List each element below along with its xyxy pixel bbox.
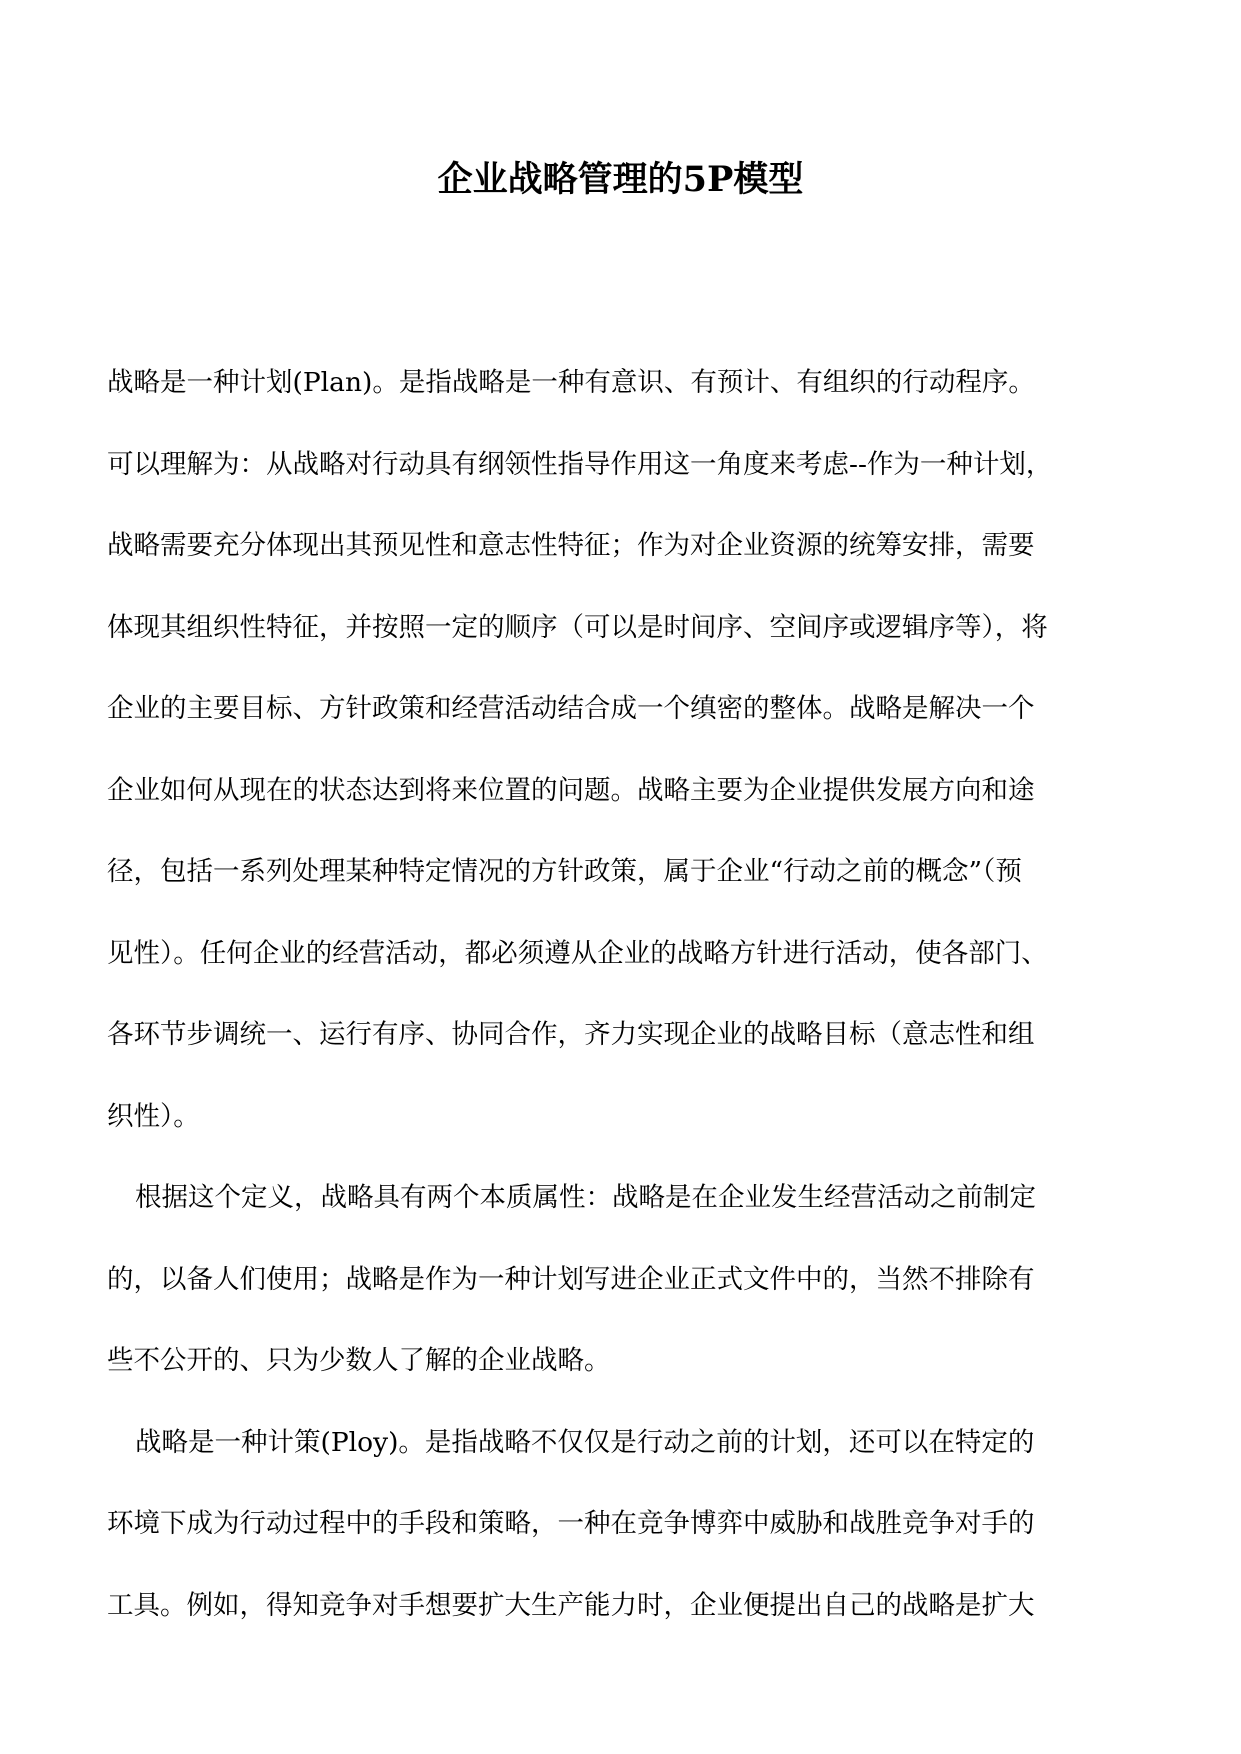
document-body xyxy=(107,342,1137,1646)
text-line: 体现其组织性特征，并按照一定的顺序（可以是时间序、空间序或逻辑序等），将 xyxy=(107,611,1048,643)
paragraph-ploy xyxy=(107,1402,1137,1647)
document-title: 企业战略管理的5P模型 xyxy=(437,159,804,200)
paragraph-definition xyxy=(107,1157,1137,1402)
text-line: 战略是一种计策(Ploy)。是指战略不仅仅是行动之前的计划，还可以在特定的 xyxy=(135,1426,1035,1458)
text-line: 织性）。 xyxy=(107,1100,200,1132)
text-line: 见性）。任何企业的经营活动，都必须遵从企业的战略方针进行活动，使各部门、 xyxy=(107,937,1048,969)
text-line: 可以理解为：从战略对行动具有纲领性指导作用这一角度来考虑--作为一种计划， xyxy=(107,448,1053,480)
text-line: 工具。例如，得知竞争对手想要扩大生产能力时，企业便提出自己的战略是扩大 xyxy=(107,1589,1035,1621)
text-line: 战略是一种计划(Plan)。是指战略是一种有意识、有预计、有组织的行动程序。 xyxy=(107,367,1035,398)
text-line: 根据这个定义，战略具有两个本质属性：战略是在企业发生经营活动之前制定 xyxy=(135,1182,1036,1213)
text-line: 的，以备人们使用；战略是作为一种计划写进企业正式文件中的，当然不排除有 xyxy=(107,1263,1035,1295)
paragraph-plan xyxy=(107,342,1137,1157)
text-line: 企业的主要目标、方针政策和经营活动结合成一个缜密的整体。战略是解决一个 xyxy=(107,693,1035,724)
text-line: 环境下成为行动过程中的手段和策略，一种在竞争博弈中威胁和战胜竞争对手的 xyxy=(107,1508,1035,1539)
text-line: 战略需要充分体现出其预见性和意志性特征；作为对企业资源的统筹安排，需要 xyxy=(107,530,1035,561)
text-line: 径，包括一系列处理某种特定情况的方针政策，属于企业“行动之前的概念”（预 xyxy=(107,856,1022,887)
text-line: 企业如何从现在的状态达到将来位置的问题。战略主要为企业提供发展方向和途 xyxy=(107,774,1035,806)
text-line: 些不公开的、只为少数人了解的企业战略。 xyxy=(107,1345,611,1376)
text-line: 各环节步调统一、运行有序、协同合作，齐力实现企业的战略目标（意志性和组 xyxy=(107,1019,1035,1050)
